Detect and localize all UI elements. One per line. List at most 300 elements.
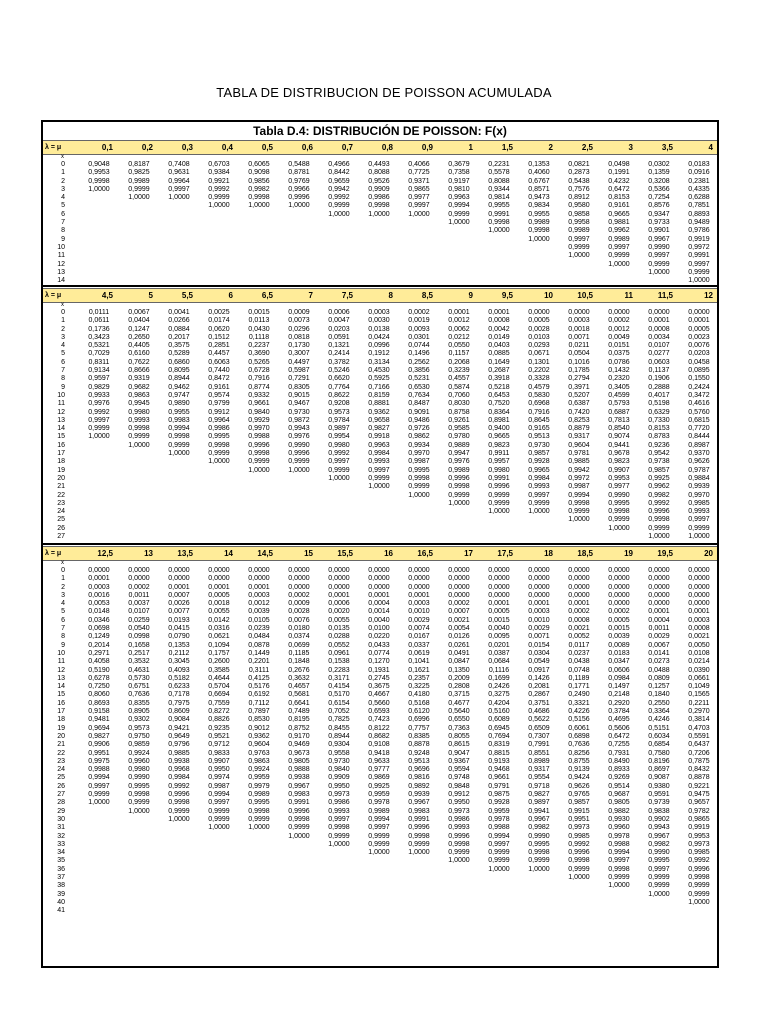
cumulative-probability: 0,8444 <box>688 433 710 441</box>
cumulative-probability: 0,0000 <box>648 583 670 591</box>
cumulative-probability: 1,0000 <box>608 882 630 890</box>
cumulative-probability: 0,9982 <box>528 824 550 832</box>
cumulative-probability: 0,5170 <box>328 691 350 699</box>
cumulative-probability: 0,5218 <box>488 383 510 391</box>
cumulative-probability: 0,9934 <box>408 441 430 449</box>
x-value: 18 <box>57 716 65 724</box>
cumulative-probability: 1,0000 <box>368 483 390 491</box>
cumulative-probability: 0,0000 <box>488 575 510 583</box>
cumulative-probability: 0,9317 <box>568 433 590 441</box>
cumulative-probability: 0,9999 <box>288 824 310 832</box>
probability-column <box>199 161 239 211</box>
cumulative-probability: 0,8774 <box>248 383 270 391</box>
probability-column <box>599 309 639 533</box>
cumulative-probability: 0,0885 <box>488 350 510 358</box>
cumulative-probability: 0,5289 <box>168 350 190 358</box>
cumulative-probability: 0,0001 <box>688 608 710 616</box>
cumulative-probability: 0,9963 <box>448 194 470 202</box>
mu-header: 10 <box>544 291 553 300</box>
cumulative-probability: 0,9997 <box>168 185 190 193</box>
cumulative-probability: 0,8893 <box>688 210 710 218</box>
cumulative-probability: 0,1497 <box>608 683 630 691</box>
cumulative-probability: 0,0415 <box>168 625 190 633</box>
cumulative-probability: 0,9984 <box>528 474 550 482</box>
cumulative-probability: 0,9962 <box>608 227 630 235</box>
cumulative-probability: 0,8196 <box>648 757 670 765</box>
cumulative-probability: 0,9928 <box>528 458 550 466</box>
cumulative-probability: 1,0000 <box>128 807 150 815</box>
cumulative-probability: 0,9999 <box>288 458 310 466</box>
cumulative-probability: 0,7206 <box>688 749 710 757</box>
x-column <box>43 161 71 285</box>
mu-header: 0,5 <box>261 143 273 152</box>
cumulative-probability: 0,0067 <box>648 641 670 649</box>
cumulative-probability: 0,0126 <box>448 633 470 641</box>
cumulative-probability: 1,0000 <box>688 277 710 285</box>
cumulative-probability: 0,6898 <box>568 732 590 740</box>
cumulative-probability: 0,7875 <box>688 757 710 765</box>
cumulative-probability: 0,9890 <box>168 400 190 408</box>
mu-header: 3 <box>628 143 633 152</box>
cumulative-probability: 0,1785 <box>568 367 590 375</box>
cumulative-probability: 0,9999 <box>88 791 110 799</box>
cumulative-probability: 0,0055 <box>208 608 230 616</box>
cumulative-probability: 0,9909 <box>328 774 350 782</box>
cumulative-probability: 0,7694 <box>488 732 510 740</box>
cumulative-probability: 0,4695 <box>608 716 630 724</box>
cumulative-probability: 0,6288 <box>688 194 710 202</box>
cumulative-probability: 0,8490 <box>608 757 630 765</box>
cumulative-probability: 0,0790 <box>168 633 190 641</box>
cumulative-probability: 1,0000 <box>88 185 110 193</box>
cumulative-probability: 0,9998 <box>168 799 190 807</box>
probability-column <box>159 567 199 824</box>
cumulative-probability: 0,0000 <box>648 567 670 574</box>
cumulative-probability: 0,0009 <box>288 600 310 608</box>
cumulative-probability: 0,6278 <box>88 674 110 682</box>
cumulative-probability: 0,9976 <box>448 458 470 466</box>
cumulative-probability: 0,9304 <box>328 741 350 749</box>
x-value: 41 <box>57 907 65 915</box>
cumulative-probability: 0,0071 <box>528 633 550 641</box>
mu-header: 14 <box>224 549 233 558</box>
cumulative-probability: 0,9885 <box>168 749 190 757</box>
cumulative-probability: 0,8933 <box>608 766 630 774</box>
cumulative-probability: 0,2970 <box>688 708 710 716</box>
cumulative-probability: 0,9649 <box>168 732 190 740</box>
cumulative-probability: 0,9986 <box>328 799 350 807</box>
cumulative-probability: 0,3784 <box>608 708 630 716</box>
cumulative-probability: 0,4703 <box>688 724 710 732</box>
cumulative-probability: 0,9995 <box>208 433 230 441</box>
lambda-header: λ = μ <box>45 144 62 151</box>
cumulative-probability: 0,9998 <box>408 474 430 482</box>
cumulative-probability: 0,5874 <box>448 383 470 391</box>
cumulative-probability: 0,0111 <box>88 309 110 316</box>
cumulative-probability: 0,0239 <box>248 625 270 633</box>
cumulative-probability: 0,9999 <box>648 882 670 890</box>
cumulative-probability: 0,7029 <box>88 350 110 358</box>
cumulative-probability: 0,1550 <box>688 375 710 383</box>
cumulative-probability: 0,0346 <box>88 616 110 624</box>
cumulative-probability: 0,9998 <box>648 516 670 524</box>
cumulative-probability: 0,9469 <box>288 741 310 749</box>
cumulative-probability: 0,9856 <box>248 177 270 185</box>
cumulative-probability: 0,9999 <box>408 483 430 491</box>
cumulative-probability: 0,8305 <box>288 383 310 391</box>
cumulative-probability: 0,9805 <box>608 799 630 807</box>
cumulative-probability: 0,9999 <box>688 890 710 898</box>
cumulative-probability: 0,7178 <box>168 691 190 699</box>
cumulative-probability: 0,8187 <box>128 161 150 168</box>
cumulative-probability: 0,1118 <box>248 333 270 341</box>
cumulative-probability: 0,9998 <box>128 425 150 433</box>
cumulative-probability: 0,9827 <box>88 732 110 740</box>
cumulative-probability: 0,2014 <box>88 641 110 649</box>
cumulative-probability: 0,0000 <box>608 591 630 599</box>
x-value: 4 <box>61 600 65 608</box>
cumulative-probability: 0,0019 <box>408 317 430 325</box>
x-value: 13 <box>57 416 65 424</box>
cumulative-probability: 0,9139 <box>568 766 590 774</box>
cumulative-probability: 0,9863 <box>248 757 270 765</box>
cumulative-probability: 0,0000 <box>288 567 310 574</box>
x-column <box>43 309 71 541</box>
cumulative-probability: 0,8615 <box>448 741 470 749</box>
cumulative-probability: 0,9659 <box>328 177 350 185</box>
lambda-header: λ = μ <box>45 292 62 299</box>
cumulative-probability: 0,9825 <box>128 169 150 177</box>
cumulative-probability: 0,0010 <box>408 608 430 616</box>
probability-column <box>479 161 519 236</box>
cumulative-probability: 0,2231 <box>488 161 510 168</box>
cumulative-probability: 0,0025 <box>208 309 230 316</box>
cumulative-probability: 0,2888 <box>648 383 670 391</box>
mu-header: 2 <box>548 143 553 152</box>
cumulative-probability: 0,9989 <box>568 227 590 235</box>
block-separator <box>43 543 717 545</box>
cumulative-probability: 0,0011 <box>128 591 150 599</box>
cumulative-probability: 0,9998 <box>688 873 710 881</box>
cumulative-probability: 0,9848 <box>448 782 470 790</box>
cumulative-probability: 0,9998 <box>248 807 270 815</box>
cumulative-probability: 0,9999 <box>248 815 270 823</box>
cumulative-probability: 0,0744 <box>408 342 430 350</box>
cumulative-probability: 0,9998 <box>328 824 350 832</box>
x-value: 12 <box>57 408 65 416</box>
cumulative-probability: 0,0071 <box>568 333 590 341</box>
cumulative-probability: 0,8195 <box>288 716 310 724</box>
mu-header: 8,5 <box>421 291 433 300</box>
cumulative-probability: 0,9912 <box>448 791 470 799</box>
cumulative-probability: 0,1016 <box>568 358 590 366</box>
cumulative-probability: 0,9986 <box>368 194 390 202</box>
cumulative-probability: 0,0012 <box>448 317 470 325</box>
cumulative-probability: 0,9573 <box>328 408 350 416</box>
cumulative-probability: 0,9994 <box>208 791 230 799</box>
probability-column <box>439 567 479 866</box>
cumulative-probability: 0,0001 <box>208 583 230 591</box>
cumulative-probability: 0,7916 <box>248 375 270 383</box>
cumulative-probability: 0,7576 <box>568 185 590 193</box>
cumulative-probability: 0,9943 <box>288 425 310 433</box>
cumulative-probability: 0,9872 <box>288 416 310 424</box>
cumulative-probability: 0,9302 <box>128 716 150 724</box>
cumulative-probability: 0,9995 <box>648 857 670 865</box>
cumulative-probability: 0,4226 <box>568 708 590 716</box>
cumulative-probability: 0,5704 <box>208 683 230 691</box>
cumulative-probability: 0,0011 <box>648 625 670 633</box>
cumulative-probability: 0,9998 <box>408 832 430 840</box>
cumulative-probability: 0,9134 <box>88 367 110 375</box>
x-value: 16 <box>57 441 65 449</box>
cumulative-probability: 0,0504 <box>568 350 590 358</box>
cumulative-probability: 0,2283 <box>328 666 350 674</box>
cumulative-probability: 0,0606 <box>608 666 630 674</box>
cumulative-probability: 0,9906 <box>88 741 110 749</box>
cumulative-probability: 0,5622 <box>528 716 550 724</box>
cumulative-probability: 0,0029 <box>648 633 670 641</box>
cumulative-probability: 0,5366 <box>648 185 670 193</box>
cumulative-probability: 0,9888 <box>288 766 310 774</box>
cumulative-probability: 0,4125 <box>248 674 270 682</box>
cumulative-probability: 0,9990 <box>648 243 670 251</box>
cumulative-probability: 0,9221 <box>688 782 710 790</box>
cumulative-probability: 0,9970 <box>408 450 430 458</box>
cumulative-probability: 0,1049 <box>688 683 710 691</box>
cumulative-probability: 0,0000 <box>448 575 470 583</box>
cumulative-probability: 0,0039 <box>248 608 270 616</box>
x-value: 7 <box>61 219 65 227</box>
cumulative-probability: 0,4017 <box>648 391 670 399</box>
cumulative-probability: 0,9997 <box>608 243 630 251</box>
cumulative-probability: 0,9999 <box>208 815 230 823</box>
cumulative-probability: 0,9999 <box>648 260 670 268</box>
cumulative-probability: 0,9786 <box>688 227 710 235</box>
cumulative-probability: 0,9784 <box>328 416 350 424</box>
cumulative-probability: 0,9967 <box>528 815 550 823</box>
cumulative-probability: 0,3675 <box>368 683 390 691</box>
mu-header: 8 <box>388 291 393 300</box>
cumulative-probability: 0,6887 <box>608 408 630 416</box>
x-value: 23 <box>57 499 65 507</box>
cumulative-probability: 0,7112 <box>248 699 270 707</box>
cumulative-probability: 0,9991 <box>288 799 310 807</box>
cumulative-probability: 0,0000 <box>448 567 470 574</box>
x-value: 25 <box>57 774 65 782</box>
cumulative-probability: 0,0821 <box>568 161 590 168</box>
mu-header: 1 <box>468 143 473 152</box>
cumulative-probability: 0,9712 <box>208 741 230 749</box>
cumulative-probability: 0,9999 <box>688 268 710 276</box>
cumulative-probability: 0,0000 <box>568 591 590 599</box>
cumulative-probability: 0,8442 <box>328 169 350 177</box>
cumulative-probability: 0,9726 <box>408 425 430 433</box>
x-value: 20 <box>57 474 65 482</box>
cumulative-probability: 0,9997 <box>488 840 510 848</box>
cumulative-probability: 0,9990 <box>608 491 630 499</box>
cumulative-probability: 0,9989 <box>368 807 390 815</box>
cumulative-probability: 0,0095 <box>488 633 510 641</box>
cumulative-probability: 0,9591 <box>648 791 670 799</box>
x-value: 11 <box>57 252 65 260</box>
cumulative-probability: 0,0003 <box>88 583 110 591</box>
cumulative-probability: 0,9945 <box>128 400 150 408</box>
cumulative-probability: 0,9980 <box>488 466 510 474</box>
cumulative-probability: 0,4631 <box>128 666 150 674</box>
x-value: 14 <box>57 425 65 433</box>
probability-column <box>399 567 439 857</box>
cumulative-probability: 0,0438 <box>568 658 590 666</box>
cumulative-probability: 0,0180 <box>288 625 310 633</box>
cumulative-probability: 0,9170 <box>288 732 310 740</box>
cumulative-probability: 0,0007 <box>448 608 470 616</box>
cumulative-probability: 0,6089 <box>488 716 510 724</box>
cumulative-probability: 0,9959 <box>488 807 510 815</box>
cumulative-probability: 0,0020 <box>328 608 350 616</box>
cumulative-probability: 0,0774 <box>368 649 390 657</box>
cumulative-probability: 0,0000 <box>648 591 670 599</box>
x-value: 8 <box>61 227 65 235</box>
cumulative-probability: 0,9626 <box>568 782 590 790</box>
cumulative-probability: 0,1353 <box>528 161 550 168</box>
cumulative-probability: 0,9989 <box>248 791 270 799</box>
cumulative-probability: 0,0135 <box>328 625 350 633</box>
cumulative-probability: 0,0277 <box>648 350 670 358</box>
cumulative-probability: 0,9967 <box>408 799 430 807</box>
cumulative-probability: 0,9347 <box>648 210 670 218</box>
cumulative-probability: 0,9959 <box>368 791 390 799</box>
cumulative-probability: 0,0077 <box>168 608 190 616</box>
x-value: 26 <box>57 782 65 790</box>
probability-column <box>519 309 559 516</box>
cumulative-probability: 0,6233 <box>168 683 190 691</box>
x-value: 19 <box>57 466 65 474</box>
cumulative-probability: 0,9919 <box>688 235 710 243</box>
mu-header: 0,2 <box>141 143 153 152</box>
mu-header: 6 <box>228 291 233 300</box>
cumulative-probability: 0,0108 <box>688 649 710 657</box>
cumulative-probability: 0,9631 <box>168 169 190 177</box>
cumulative-probability: 0,7307 <box>528 732 550 740</box>
cumulative-probability: 0,9805 <box>288 757 310 765</box>
cumulative-probability: 0,0000 <box>488 591 510 599</box>
cumulative-probability: 0,0000 <box>608 567 630 574</box>
cumulative-probability: 0,9992 <box>328 450 350 458</box>
cumulative-probability: 0,0107 <box>128 608 150 616</box>
mu-header: 15,5 <box>337 549 353 558</box>
cumulative-probability: 0,8487 <box>408 400 430 408</box>
mu-header: 5,5 <box>181 291 193 300</box>
cumulative-probability: 0,7636 <box>128 691 150 699</box>
cumulative-probability: 0,0000 <box>368 575 390 583</box>
cumulative-probability: 0,5925 <box>368 375 390 383</box>
cumulative-probability: 0,3239 <box>448 367 470 375</box>
probability-column <box>639 161 679 277</box>
cumulative-probability: 0,9999 <box>128 433 150 441</box>
cumulative-probability: 0,0961 <box>328 649 350 657</box>
cumulative-probability: 0,9997 <box>608 857 630 865</box>
cumulative-probability: 0,0003 <box>368 309 390 316</box>
cumulative-probability: 0,3632 <box>288 674 310 682</box>
cumulative-probability: 1,0000 <box>608 524 630 532</box>
cumulative-probability: 0,3111 <box>248 666 270 674</box>
cumulative-probability: 0,0347 <box>608 658 630 666</box>
cumulative-probability: 1,0000 <box>368 849 390 857</box>
cumulative-probability: 0,2112 <box>168 649 190 657</box>
cumulative-probability: 1,0000 <box>168 815 190 823</box>
x-value: 5 <box>61 608 65 616</box>
cumulative-probability: 0,0818 <box>288 333 310 341</box>
cumulative-probability: 0,2808 <box>448 683 470 691</box>
cumulative-probability: 0,9959 <box>248 774 270 782</box>
cumulative-probability: 0,9999 <box>328 466 350 474</box>
cumulative-probability: 0,5176 <box>248 683 270 691</box>
cumulative-probability: 0,9475 <box>688 791 710 799</box>
cumulative-probability: 0,9424 <box>568 774 590 782</box>
cumulative-probability: 0,9857 <box>528 450 550 458</box>
cumulative-probability: 0,9996 <box>248 441 270 449</box>
cumulative-probability: 0,9987 <box>568 483 590 491</box>
cumulative-probability: 1,0000 <box>248 202 270 210</box>
cumulative-probability: 0,5246 <box>328 367 350 375</box>
cumulative-probability: 0,9993 <box>688 508 710 516</box>
cumulative-probability: 0,9994 <box>88 774 110 782</box>
cumulative-probability: 0,0074 <box>408 625 430 633</box>
cumulative-probability: 0,7420 <box>568 408 590 416</box>
cumulative-probability: 0,0000 <box>488 583 510 591</box>
cumulative-probability: 0,8364 <box>488 408 510 416</box>
cumulative-probability: 0,3171 <box>328 674 350 682</box>
mu-header: 0,8 <box>381 143 393 152</box>
cumulative-probability: 1,0000 <box>568 252 590 260</box>
x-value: 40 <box>57 898 65 906</box>
x-value: 39 <box>57 890 65 898</box>
cumulative-probability: 0,9473 <box>528 194 550 202</box>
cumulative-probability: 0,7825 <box>328 716 350 724</box>
mu-header: 12,5 <box>97 549 113 558</box>
probability-column <box>279 567 319 841</box>
cumulative-probability: 0,0847 <box>448 658 470 666</box>
cumulative-probability: 0,8060 <box>88 691 110 699</box>
cumulative-probability: 0,0237 <box>568 649 590 657</box>
cumulative-probability: 0,9999 <box>648 524 670 532</box>
cumulative-probability: 0,0301 <box>408 333 430 341</box>
cumulative-probability: 0,3275 <box>488 691 510 699</box>
x-value: 4 <box>61 342 65 350</box>
cumulative-probability: 0,0040 <box>368 616 390 624</box>
cumulative-probability: 0,0008 <box>488 317 510 325</box>
cumulative-probability: 0,9580 <box>568 202 590 210</box>
cumulative-probability: 0,9999 <box>448 210 470 218</box>
x-value: 38 <box>57 882 65 890</box>
cumulative-probability: 0,9963 <box>368 441 390 449</box>
cumulative-probability: 1,0000 <box>648 890 670 898</box>
cumulative-probability: 0,0000 <box>368 567 390 574</box>
cumulative-probability: 0,7363 <box>448 724 470 732</box>
cumulative-probability: 0,9993 <box>328 807 350 815</box>
cumulative-probability: 0,9400 <box>488 425 510 433</box>
cumulative-probability: 1,0000 <box>688 898 710 906</box>
cumulative-probability: 0,0433 <box>368 641 390 649</box>
cumulative-probability: 0,9988 <box>248 433 270 441</box>
cumulative-probability: 0,8826 <box>208 716 230 724</box>
cumulative-probability: 0,9791 <box>488 782 510 790</box>
cumulative-probability: 0,9604 <box>568 441 590 449</box>
cumulative-probability: 0,9978 <box>488 815 510 823</box>
cumulative-probability: 0,4557 <box>448 375 470 383</box>
cumulative-probability: 0,9997 <box>688 260 710 268</box>
